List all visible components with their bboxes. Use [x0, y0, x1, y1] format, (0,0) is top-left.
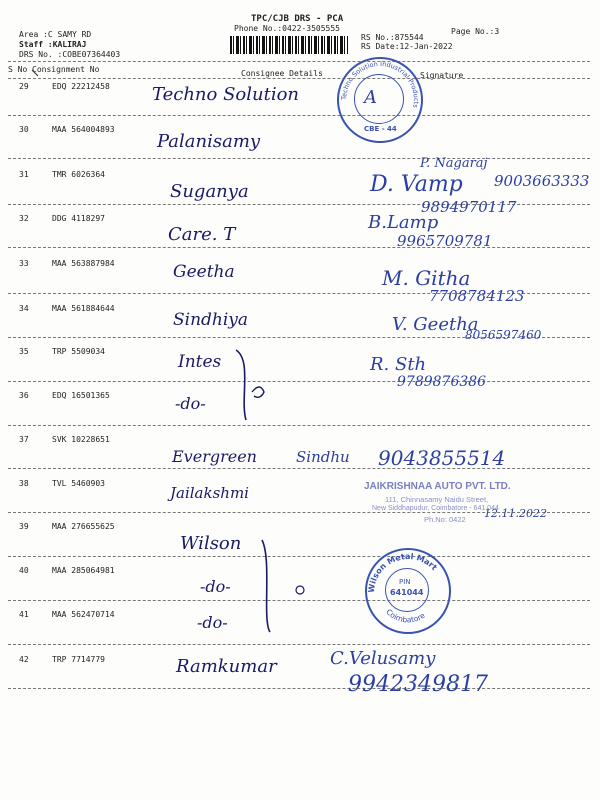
- phone-handwritten: 9789876386: [397, 374, 487, 390]
- phone-handwritten: 9894970117: [421, 198, 517, 216]
- phone-handwritten: 8056597460: [465, 328, 542, 342]
- phone-handwritten: 9942349817: [348, 672, 488, 697]
- row-consignment: MAA 276655625: [52, 522, 115, 531]
- consignee-name: Evergreen: [172, 447, 257, 466]
- stamp-pin: 641044: [390, 588, 424, 597]
- row-consignment: DDG 4118297: [52, 214, 105, 223]
- signature: R. Sth: [370, 354, 427, 375]
- stamp-logo: A: [364, 87, 377, 108]
- row-sno: 30: [19, 125, 29, 134]
- row-consignment: MAA 285064981: [52, 566, 115, 575]
- row-consignment: TVL 5460903: [52, 479, 105, 488]
- stamp-company: JAIKRISHNAA AUTO PVT. LTD.: [364, 481, 511, 492]
- stamp-ring-label: Techno Solution Industrial Products: [339, 59, 421, 109]
- row-consignment: SVK 10228651: [52, 435, 110, 444]
- consignee-name: -do-: [175, 394, 206, 413]
- row-consignment: MAA 562470714: [52, 610, 115, 619]
- stamp-pin-label: PIN: [399, 578, 411, 586]
- consignee-name: -do-: [200, 577, 231, 596]
- row-consignment: TRP 7714779: [52, 655, 105, 664]
- stamp-city: Coimbatore: [384, 607, 427, 625]
- row-consignment: TRP 5509034: [52, 347, 105, 356]
- row-consignment: EDQ 16501365: [52, 391, 110, 400]
- consignee-name: Palanisamy: [157, 131, 261, 152]
- area-label: Area :C SAMY RD: [19, 30, 92, 39]
- row-sno: 33: [19, 259, 29, 268]
- col-consignee: Consignee Details: [241, 69, 323, 78]
- phone-handwritten: 7708784123: [429, 287, 525, 305]
- consignee-name: Sindhiya: [173, 310, 249, 330]
- drs-number: DRS No. :COBE07364403: [19, 50, 121, 59]
- phone-number: Phone No.:0422-3505555: [234, 24, 340, 33]
- row-sno: 35: [19, 347, 29, 356]
- row-consignment: MAA 561884644: [52, 304, 115, 313]
- consignee-name: Care. T: [168, 224, 236, 245]
- row-consignment: MAA 563887984: [52, 259, 115, 268]
- row-sno: 36: [19, 391, 29, 400]
- rs-date: RS Date:12-Jan-2022: [361, 42, 453, 51]
- row-consignment: TMR 6026364: [52, 170, 105, 179]
- stamp-address: 111, Chinnasamy Naidu Street,: [385, 495, 489, 504]
- col-s-no: S No: [8, 65, 28, 74]
- report-title: TPC/CJB DRS - PCA: [251, 14, 344, 24]
- stamp-sub-label: CBE - 44: [364, 125, 397, 133]
- row-sno: 40: [19, 566, 29, 575]
- phone-handwritten: 9043855514: [378, 446, 506, 470]
- rs-number: RS No.:875544: [361, 33, 424, 42]
- row-sno: 32: [19, 214, 29, 223]
- row-sno: 39: [19, 522, 29, 531]
- row-sno: 31: [19, 170, 29, 179]
- col-consignment: Consignment No: [32, 65, 100, 74]
- signature: C.Velusamy: [330, 648, 436, 669]
- row-consignment: EDQ 22212458: [52, 82, 110, 91]
- phone-handwritten: 9003663333: [494, 172, 590, 190]
- row-sno: 38: [19, 479, 29, 488]
- consignee-name: Wilson: [180, 533, 242, 554]
- consignee-name: -do-: [197, 613, 228, 632]
- consignee-name: Ramkumar: [176, 656, 277, 677]
- stamp-phone: Ph.No: 0422: [424, 515, 466, 524]
- signature: M. Githa: [382, 266, 471, 290]
- signature: B.Lamp: [368, 212, 439, 233]
- consignee-name: Jailakshmi: [170, 484, 249, 502]
- row-consignment: MAA 564004893: [52, 125, 115, 134]
- consignee-name: Geetha: [173, 262, 235, 282]
- stamp-ring-label: Wilson Metal Mart: [366, 551, 439, 594]
- stamp-address: New Siddhapudur, Coimbatore - 641 044: [372, 505, 499, 512]
- row-sno: 37: [19, 435, 29, 444]
- page-number: Page No.:3: [451, 27, 500, 36]
- phone-handwritten: 9965709781: [397, 232, 493, 250]
- row-sno: 42: [19, 655, 29, 664]
- stamp-date: 12.11.2022: [484, 507, 547, 520]
- col-signature: Signature: [420, 71, 464, 80]
- staff-label: Staff :KALIRAJ: [19, 40, 87, 49]
- row-sno: 41: [19, 610, 29, 619]
- signature: Sindhu: [296, 448, 350, 466]
- consignee-name: Suganya: [170, 181, 249, 202]
- signature: V. Geetha: [392, 314, 479, 335]
- row-sno: 29: [19, 82, 29, 91]
- signature: D. Vamp: [370, 172, 463, 197]
- consignee-name: Techno Solution: [152, 84, 300, 105]
- row-sno: 34: [19, 304, 29, 313]
- consignee-name: Intes: [178, 352, 222, 372]
- signature: P. Nagaraj: [420, 156, 488, 171]
